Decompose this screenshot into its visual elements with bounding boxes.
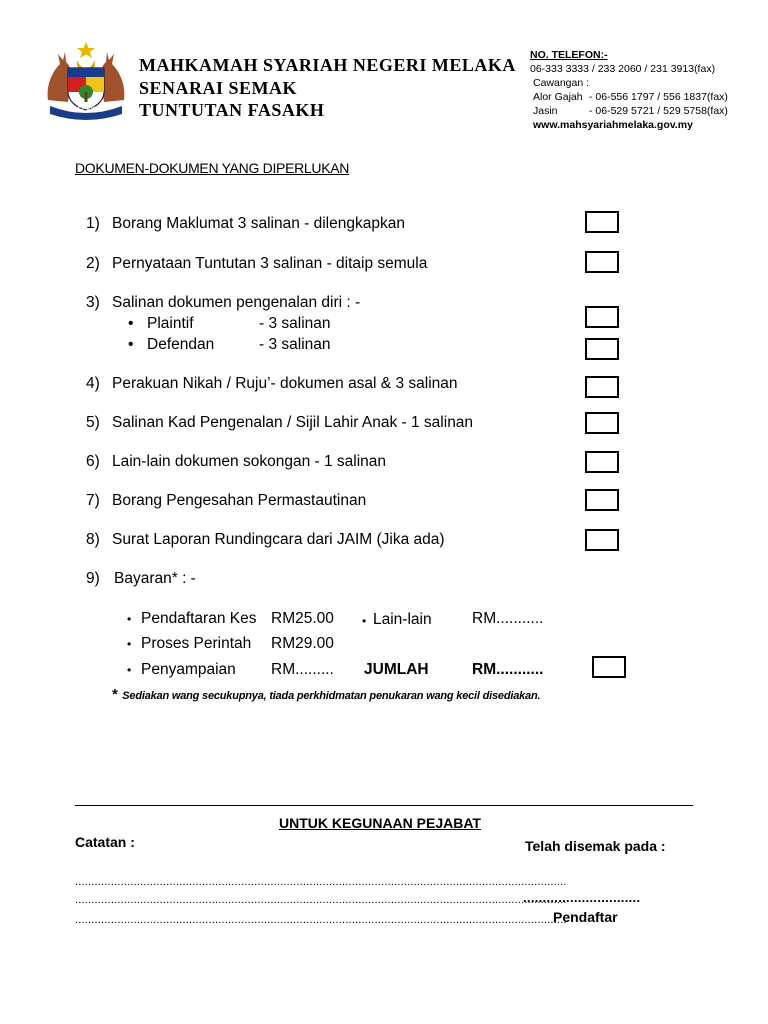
bullet-icon: • <box>362 614 367 628</box>
court-name: MAHKAMAH SYARIAH NEGERI MELAKA <box>139 55 516 75</box>
checkbox-5[interactable] <box>585 412 619 434</box>
notes-label: Catatan : <box>75 834 135 850</box>
payment-note <box>112 686 540 704</box>
list-item: 2) Pernyataan Tuntutan 3 salinan - ditaip semula <box>86 255 428 272</box>
sub-item-defendan: • Defendan - 3 salinan <box>128 336 331 353</box>
list-item: 4) Perakuan Nikah / Ruju’- dokumen asal & 3 salinan <box>86 375 458 392</box>
jasin-label: Jasin <box>533 105 558 117</box>
checkbox-total[interactable] <box>592 656 626 678</box>
checkbox-2[interactable] <box>585 251 619 273</box>
bullet-icon: • <box>127 612 132 626</box>
court-logo <box>38 40 134 122</box>
bullet-icon: • <box>128 336 134 353</box>
payment-lain-lain: • Lain-lain RM........... <box>362 610 544 628</box>
checkbox-7[interactable] <box>585 489 619 511</box>
section-title: DOKUMEN-DOKUMEN YANG DIPERLUKAN <box>75 160 350 176</box>
list-item: 3) Salinan dokumen pengenalan diri : - <box>86 294 361 311</box>
checkbox-1[interactable] <box>585 211 619 233</box>
jasin-row <box>530 104 760 118</box>
signature-line[interactable]: .............................. <box>523 890 641 905</box>
payment-pendaftaran: • Pendaftaran Kes RM25.00 <box>127 610 334 627</box>
note-text: Sediakan wang secukupnya, tiada perkhidmatan penukaran wang kecil disediakan. <box>122 690 541 702</box>
checkbox-defendan[interactable] <box>585 338 619 360</box>
notes-line-2[interactable]: ....................................................................................................................................................... <box>75 894 567 906</box>
asterisk: * <box>112 686 118 703</box>
list-item: 7) Borang Pengesahan Permastautinan <box>86 492 367 509</box>
checked-on-label: Telah disemak pada : <box>525 838 666 854</box>
list-item: 6) Lain-lain dokumen sokongan - 1 salinan <box>86 453 387 470</box>
list-item: 9) Bayaran* : - <box>86 570 196 587</box>
alor-gajah-row <box>530 90 760 104</box>
list-item: 1) Borang Maklumat 3 salinan - dilengkapkan <box>86 215 405 232</box>
checkbox-6[interactable] <box>585 451 619 473</box>
divider <box>75 805 693 806</box>
document-type: SENARAI SEMAK <box>139 78 298 98</box>
bullet-icon: • <box>127 663 132 677</box>
checkbox-4[interactable] <box>585 376 619 398</box>
notes-line-1[interactable]: ....................................................................................................................................................... <box>75 876 567 888</box>
list-item: 8) Surat Laporan Rundingcara dari JAIM (Jika ada) <box>86 531 445 548</box>
checkbox-plaintif[interactable] <box>585 306 619 328</box>
bullet-icon: • <box>127 637 132 651</box>
claim-type: TUNTUTAN FASAKH <box>139 100 325 120</box>
checkbox-8[interactable] <box>585 529 619 551</box>
contact-block <box>530 48 760 132</box>
alor-gajah-phone: - 06-556 1797 / 556 1837(fax) <box>589 91 728 103</box>
sub-item-plaintif: • Plaintif - 3 salinan <box>128 315 331 332</box>
branch-label: Cawangan : <box>533 77 590 89</box>
main-phone: 06-333 3333 / 233 2060 / 231 3913(fax) <box>530 63 716 75</box>
jasin-phone: - 06-529 5721 / 529 5758(fax) <box>589 105 728 117</box>
total-value: RM........... <box>472 661 544 678</box>
bullet-icon: • <box>128 315 134 332</box>
alor-gajah-label: Alor Gajah <box>533 91 583 103</box>
website-link[interactable]: www.mahsyariahmelaka.gov.my <box>533 119 693 131</box>
phone-heading: NO. TELEFON:- <box>530 49 608 61</box>
total-label: JUMLAH <box>364 661 429 678</box>
notes-line-3[interactable]: ....................................................................................................................................................... <box>75 914 567 926</box>
list-item: 5) Salinan Kad Pengenalan / Sijil Lahir Anak - 1 salinan <box>86 414 474 431</box>
logo-text: MELAKA <box>72 107 101 113</box>
registrar-label: Pendaftar <box>553 909 618 925</box>
office-title: UNTUK KEGUNAAN PEJABAT <box>279 815 481 831</box>
payment-penyampaian: • Penyampaian RM......... <box>127 661 334 678</box>
payment-proses: • Proses Perintah RM29.00 <box>127 635 334 652</box>
